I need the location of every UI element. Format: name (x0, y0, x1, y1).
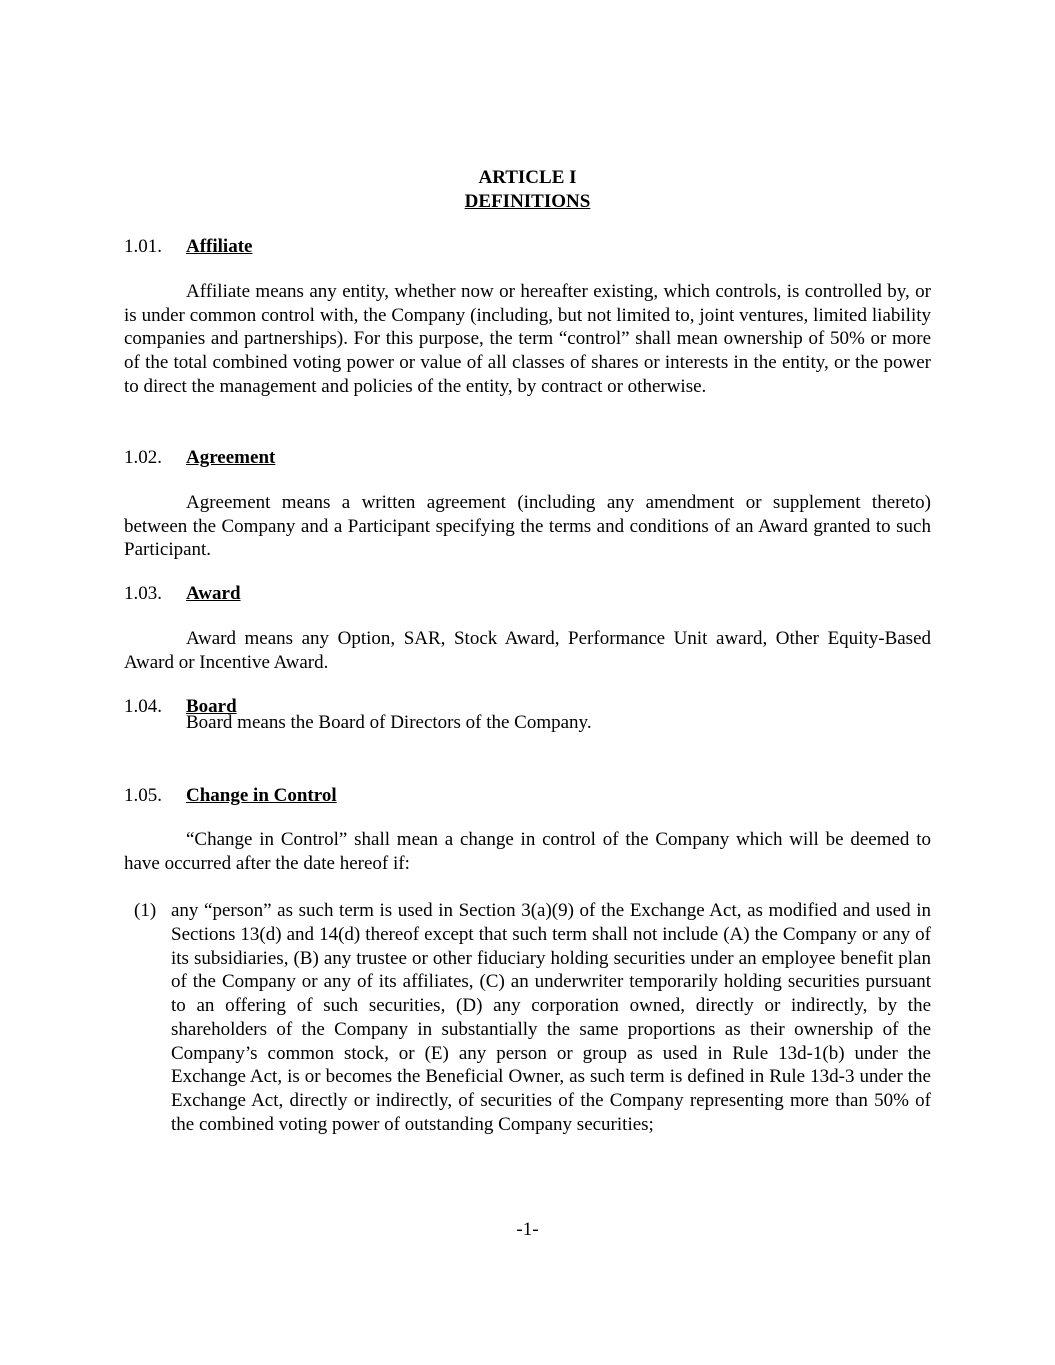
list-item-text: any “person” as such term is used in Section 3(a)(9) of the Exchange Act, as modified and used in Sections 13(d) and 14(d) thereof except that such term shall not include (A) the Company or any of its subsidiaries, (B) any trustee or other fiduciary holding securities under an employee benefit plan of the Company or any of its affiliates, (C) an underwriter temporarily holding securities pursuant to an offering of such securities, (D) any corporation owned, directly or indirectly, by the shareholders of the Company in substantially the same proportions as their ownership of the Company’s common stock, or (E) any person or group as used in Rule 13d-1(b) under the Exchange Act, is or becomes the Beneficial Owner, as such term is defined in Rule 13d-3 under the Exchange Act, directly or indirectly, of securities of the Company representing more than 50% of the combined voting power of outstanding Company securities; (171, 900, 931, 1135)
section-body-agreement: Agreement means a written agreement (including any amendment or supplement thereto) between the Company and a Participant specifying the terms and conditions of an Award granted to such Participant. (124, 492, 931, 561)
section-body-award: Award means any Option, SAR, Stock Award, Performance Unit award, Other Equity-Based Award or Incentive Award. (124, 628, 931, 673)
section-body-change-in-control: “Change in Control” shall mean a change in control of the Company which will be deemed to have occurred after the date hereof if: (124, 829, 931, 874)
section-title: Change in Control (186, 785, 337, 806)
section-body-board: Board means the Board of Directors of the Company. (186, 712, 592, 733)
section-heading-award (124, 582, 241, 606)
page-number: -1- (516, 1219, 539, 1240)
section-title: Agreement (186, 447, 276, 468)
section-number: 1.03. (124, 583, 162, 604)
article-subtitle: DEFINITIONS (464, 191, 591, 212)
section-number: 1.05. (124, 785, 162, 806)
section-title: Award (186, 583, 241, 604)
section-heading-affiliate (124, 235, 252, 259)
section-title: Board (186, 696, 237, 717)
section-body-affiliate: Affiliate means any entity, whether now or hereafter existing, which controls, is controlled by, or is under common control with, the Company (including, but not limited to, joint ventures, limited liability companies and partnerships). For this purpose, the term “control” shall mean ownership of 50% or more of the total combined voting power or value of all classes of shares or interests in the entity, or the power to direct the management and policies of the entity, by contract or otherwise. (124, 281, 931, 397)
section-title: Affiliate (186, 236, 253, 257)
section-heading-agreement (124, 446, 275, 470)
list-item-number: (1) (134, 900, 157, 921)
section-number: 1.02. (124, 447, 162, 468)
section-heading-change-in-control (124, 784, 337, 808)
article-title: ARTICLE I (478, 167, 577, 188)
section-number: 1.01. (124, 236, 162, 257)
section-number: 1.04. (124, 696, 162, 717)
